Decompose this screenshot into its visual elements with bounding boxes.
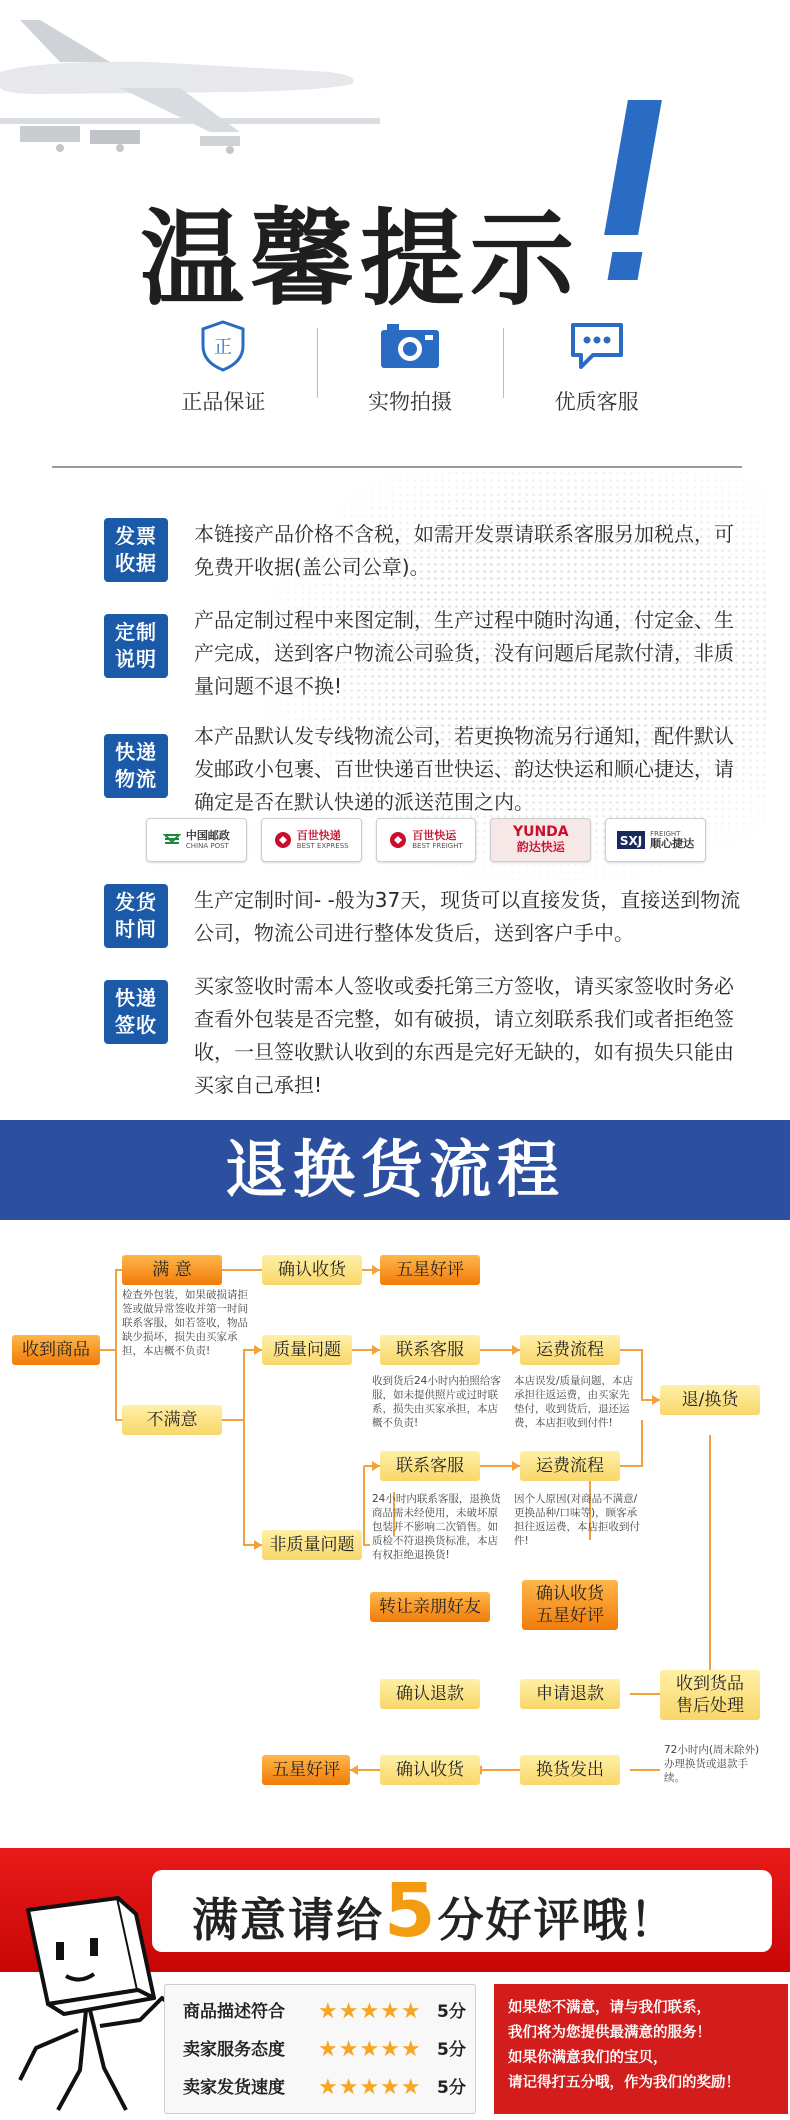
- logo-best-express: 百世快递 BEST EXPRESS: [261, 818, 362, 862]
- feature-genuine: [130, 320, 317, 420]
- svg-text:SXJ: SXJ: [619, 834, 643, 848]
- flow-confirm-refund: 确认退款: [380, 1679, 480, 1709]
- flow-freight-1: 运费流程: [520, 1335, 620, 1365]
- info-badge: 快递 签收: [104, 980, 168, 1044]
- banner-title: 退换货流程: [224, 1133, 565, 1206]
- flow-receive-goods: 收到商品: [12, 1335, 100, 1365]
- courier-logos: [146, 818, 706, 862]
- best-freight-icon: [389, 831, 407, 849]
- flow-apply-refund: 申请退款: [520, 1679, 620, 1709]
- flow-freight-2: 运费流程: [520, 1451, 620, 1481]
- info-row-logistics: [104, 720, 744, 819]
- flow-note-quality: 收到货后24小时内拍照给客服，如未提供照片或过时联系，损失由买家承担，本店概不负责!: [372, 1375, 501, 1429]
- info-badge: 快递 物流: [104, 734, 168, 798]
- contact-note: 如果您不满意，请与我们联系， 我们将为您提供最满意的服务！ 如果你满意我们的宝贝， 请记得打五分哦，作为我们的奖励！: [494, 1984, 788, 2114]
- star-rating-icon: ★★★★★: [318, 1999, 422, 2024]
- flow-five-star: 五星好评: [380, 1255, 480, 1285]
- camera-icon: [317, 320, 504, 372]
- flow-note-freight-2: 因个人原因(对商品不满意/更换品种/口味等)，顾客承担往返运费，本店拒收到付件!: [514, 1493, 640, 1547]
- info-text: 本链接产品价格不含税，如需开发票请联系客服另加税点，可免费开收据(盖公司公章)。: [194, 522, 734, 579]
- flow-non-quality: 非质量问题: [262, 1530, 362, 1560]
- info-row-shipping-time: [104, 884, 744, 950]
- divider: [52, 466, 742, 468]
- info-text: 产品定制过程中来图定制，生产过程中随时沟通，付定金、生产完成，送到客户物流公司验货，没有问题后尾款付清，非质量问题不退不换!: [194, 608, 734, 698]
- star-rating-icon: ★★★★★: [318, 2037, 422, 2062]
- feature-list: [130, 320, 690, 420]
- china-post-icon: [163, 831, 181, 849]
- info-row-invoice: [104, 518, 744, 584]
- flow-confirm-receipt-2: 确认收货: [380, 1755, 480, 1785]
- flow-contact-service-2: 联系客服: [380, 1451, 480, 1481]
- flow-confirm-five: 确认收货 五星好评: [522, 1580, 618, 1630]
- star-rating-icon: ★★★★★: [318, 2075, 422, 2100]
- rating-row: 卖家发货速度 ★★★★★ 5分: [183, 2073, 473, 2103]
- flow-unsatisfied: 不满意: [122, 1405, 222, 1435]
- svg-text:正: 正: [214, 337, 233, 358]
- feature-service: [503, 320, 690, 420]
- info-row-custom: [104, 604, 744, 703]
- flow-five-star-2: 五星好评: [262, 1755, 350, 1785]
- flow-quality-issue: 质量问题: [262, 1335, 352, 1365]
- info-badge: 发货 时间: [104, 884, 168, 948]
- flow-note-satisfied: 检查外包装，如果破损请拒签或做异常签收并第一时间联系客服，如若签收，物品缺少损坏，损失由买家承担，本店概不负责!: [122, 1289, 248, 1357]
- flow-confirm-receipt: 确认收货: [262, 1255, 362, 1285]
- info-text: 本产品默认发专线物流公司，若更换物流另行通知，配件默认发邮政小包裹、百世快递百世快运、韵达快运和顺心捷达，请确定是否在默认快递的派送范围之内。: [194, 724, 734, 814]
- flow-after-sale: 收到货品 售后处理: [660, 1670, 760, 1720]
- feature-label: 正品保证: [181, 390, 266, 414]
- flow-contact-service-1: 联系客服: [380, 1335, 480, 1365]
- flow-note-freight-1: 本店误发/质量问题，本店承担往返运费，由买家先垫付，收到货后，退还运费，本店拒收到付件!: [514, 1375, 634, 1429]
- rating-row: 商品描述符合 ★★★★★ 5分: [183, 1997, 473, 2027]
- feature-label: 优质客服: [554, 390, 639, 414]
- flow-exchange-ship: 换货发出: [520, 1755, 620, 1785]
- flow-note-non-quality: 24小时内联系客服，退换货商品需未经使用，未破坏原包装并不影响二次销售。如质检不符退换货标准，本店有权拒绝退换货!: [372, 1493, 501, 1561]
- logo-yunda: YUNDA 韵达快运: [490, 818, 591, 862]
- info-text: 买家签收时需本人签收或委托第三方签收，请买家签收时务必查看外包装是否完整，如有破损，请立刻联系我们或者拒绝签收，一旦签收默认收到的东西是完好无缺的，如有损失只能由买家自己承担!: [194, 974, 734, 1097]
- info-badge: 定制 说明: [104, 614, 168, 678]
- feature-real-photo: [317, 320, 504, 420]
- flow-note-72h: 72小时内(周末除外)办理换货或退款手续。: [664, 1744, 760, 1784]
- flow-transfer-friend: 转让亲朋好友: [370, 1592, 490, 1622]
- flow-return-exchange: 退/换货: [660, 1385, 760, 1415]
- logo-shunxin: SXJ FREIGHT 顺心捷达: [605, 818, 706, 862]
- return-process-banner: [0, 1120, 790, 1220]
- return-flowchart: [0, 1240, 790, 1840]
- logo-china-post: 中国邮政 CHINA POST: [146, 818, 247, 862]
- info-section: [0, 470, 790, 1120]
- rating-row: 卖家服务态度 ★★★★★ 5分: [183, 2035, 473, 2065]
- mascot-illustration: [8, 1880, 188, 2120]
- page-title: 温馨提示: [140, 198, 581, 320]
- info-text: 生产定制时间- -般为37天，现货可以直接发货，直接送到物流公司，物流公司进行整体发货后，送到客户手中。: [194, 888, 741, 945]
- shield-icon: [130, 320, 317, 372]
- exclamation-icon: [616, 100, 650, 280]
- rating-message: 满意请给5分好评哦！: [192, 1868, 678, 1954]
- feature-label: 实物拍摄: [368, 390, 452, 414]
- best-express-icon: [274, 831, 292, 849]
- info-badge: 发票 收据: [104, 518, 168, 582]
- header-section: [0, 0, 790, 460]
- logo-best-freight: 百世快运 BEST FREIGHT: [376, 818, 477, 862]
- rating-panel: [164, 1984, 476, 2114]
- chat-bubble-icon: [503, 320, 690, 372]
- airplane-illustration: [0, 0, 380, 170]
- shunxin-icon: [617, 831, 645, 849]
- info-row-signing: [104, 970, 744, 1102]
- flow-satisfied: 满 意: [122, 1255, 222, 1285]
